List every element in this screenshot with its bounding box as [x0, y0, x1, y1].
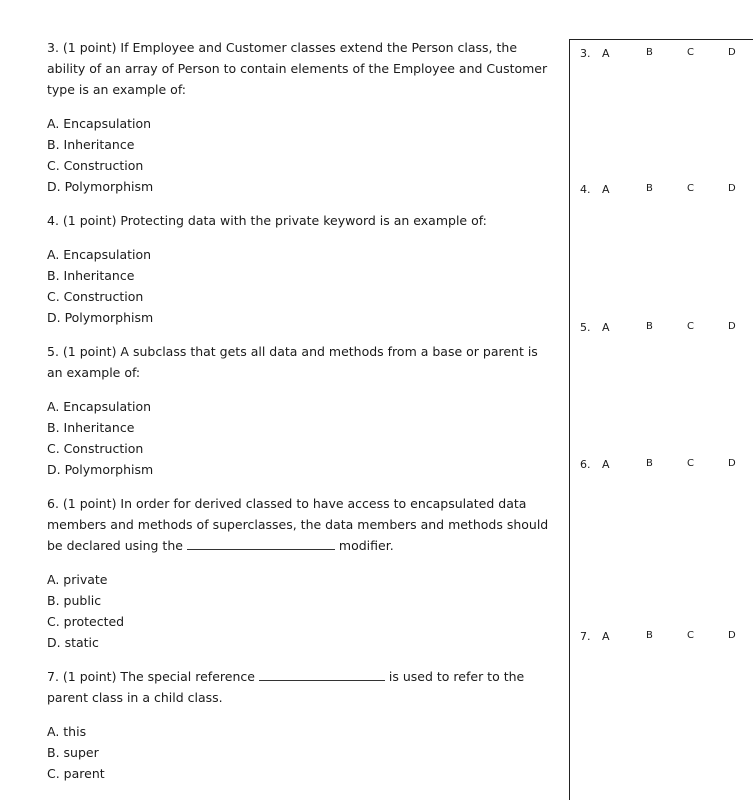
answer-blank — [259, 668, 385, 681]
option-c: C. Construction — [47, 158, 144, 173]
answer-choice-a[interactable]: A — [602, 458, 610, 471]
answer-choice-c[interactable]: C — [687, 458, 694, 469]
question-3 — [47, 37, 557, 197]
answer-choice-c[interactable]: C — [687, 47, 694, 58]
answer-sheet-column — [569, 39, 753, 800]
answer-choice-b[interactable]: B — [646, 183, 653, 194]
option-a: A. this — [47, 724, 87, 739]
question-stem: 4. (1 point) Protecting data with the private keyword is an example of: — [47, 213, 487, 228]
answer-choice-a[interactable]: A — [602, 47, 610, 60]
question-5 — [47, 341, 557, 480]
answer-number: 4. — [580, 183, 591, 196]
answer-choice-d[interactable]: D — [728, 47, 736, 58]
answer-choice-b[interactable]: B — [646, 630, 653, 641]
answer-number: 7. — [580, 630, 591, 643]
question-stem-part1: 6. (1 point) In order for derived classed to have access to encapsulated data members and methods of superclasses, the data members and methods should be declared using the — [47, 496, 549, 553]
question-stem — [47, 666, 557, 708]
answer-row-6 — [580, 458, 753, 472]
answer-number: 3. — [580, 47, 591, 60]
answer-choice-d[interactable]: D — [728, 458, 736, 469]
option-a: A. Encapsulation — [47, 116, 152, 131]
answer-blank — [187, 537, 335, 550]
option-a: A. Encapsulation — [47, 399, 152, 414]
question-4 — [47, 210, 557, 328]
answer-row-7 — [580, 630, 753, 644]
option-c: C. Construction — [47, 289, 144, 304]
answer-row-3 — [580, 47, 753, 61]
answer-choice-c[interactable]: C — [687, 321, 694, 332]
answer-choice-c[interactable]: C — [687, 630, 694, 641]
answer-choice-c[interactable]: C — [687, 183, 694, 194]
question-stem-part2: is used to refer to the parent class in a child class. — [47, 669, 525, 705]
answer-row-4 — [580, 183, 753, 197]
question-stem-part1: 7. (1 point) The special reference — [47, 669, 255, 684]
option-a: A. private — [47, 572, 108, 587]
question-stem — [47, 493, 557, 556]
question-7 — [47, 666, 557, 784]
question-stem: 3. (1 point) If Employee and Customer classes extend the Person class, the ability of an array of Person to contain elements of the Employee and Customer type is an example of: — [47, 40, 548, 97]
question-stem-part2: modifier. — [338, 538, 394, 553]
answer-choice-a[interactable]: A — [602, 321, 610, 334]
option-b: B. public — [47, 593, 102, 608]
option-c: C. parent — [47, 766, 105, 781]
answer-choice-b[interactable]: B — [646, 458, 653, 469]
option-d: D. Polymorphism — [47, 310, 154, 325]
answer-choice-d[interactable]: D — [728, 183, 736, 194]
option-d: D. Polymorphism — [47, 462, 154, 477]
answer-choice-d[interactable]: D — [728, 630, 736, 641]
answer-row-5 — [580, 321, 753, 335]
option-b: B. super — [47, 745, 99, 760]
answer-choice-b[interactable]: B — [646, 47, 653, 58]
answer-number: 5. — [580, 321, 591, 334]
answer-choice-a[interactable]: A — [602, 183, 610, 196]
question-6 — [47, 493, 557, 653]
answer-choice-d[interactable]: D — [728, 321, 736, 332]
answer-choice-a[interactable]: A — [602, 630, 610, 643]
option-b: B. Inheritance — [47, 420, 135, 435]
option-b: B. Inheritance — [47, 268, 135, 283]
question-stem: 5. (1 point) A subclass that gets all data and methods from a base or parent is an example of: — [47, 344, 538, 380]
option-d: D. Polymorphism — [47, 179, 154, 194]
option-c: C. protected — [47, 614, 125, 629]
option-a: A. Encapsulation — [47, 247, 152, 262]
option-d: D. static — [47, 635, 99, 650]
option-b: B. Inheritance — [47, 137, 135, 152]
answer-choice-b[interactable]: B — [646, 321, 653, 332]
option-c: C. Construction — [47, 441, 144, 456]
answer-number: 6. — [580, 458, 591, 471]
